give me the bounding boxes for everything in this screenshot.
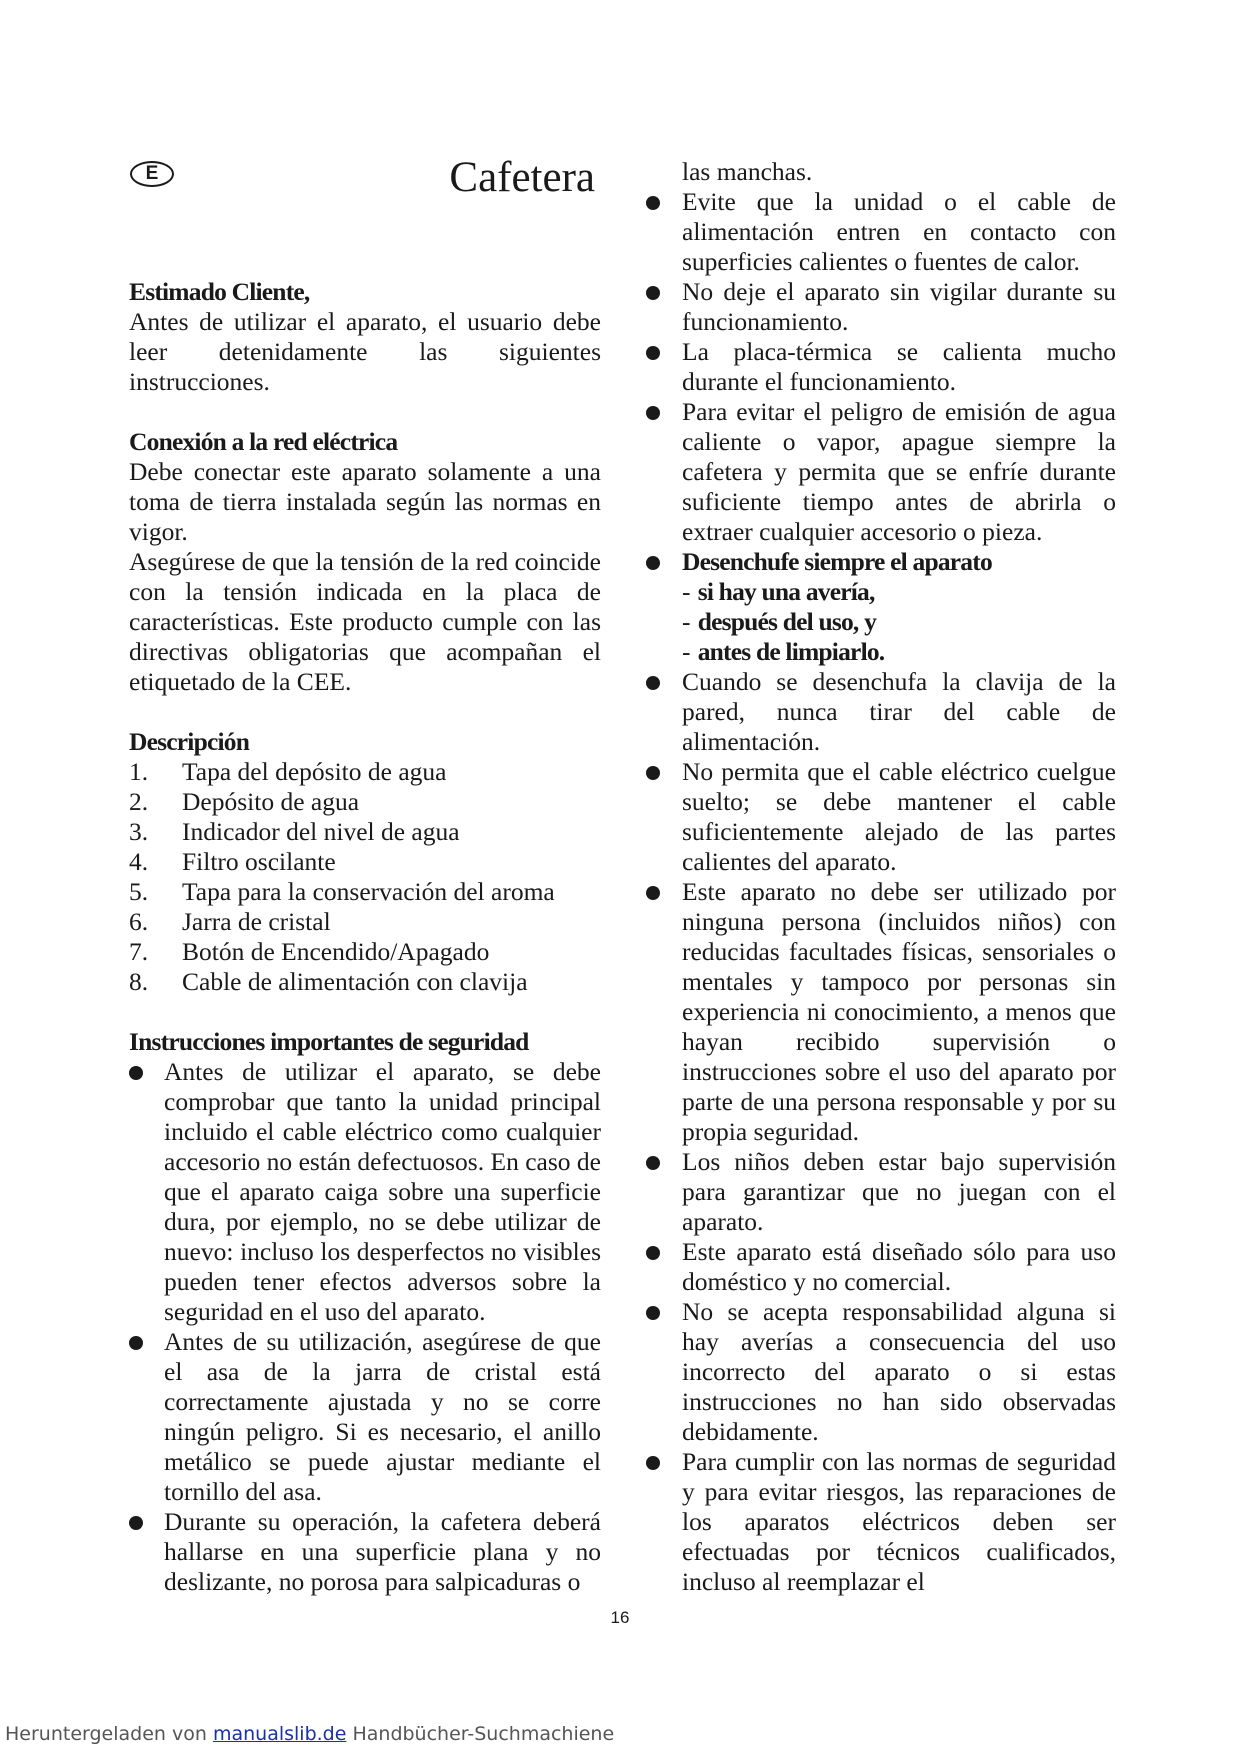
greeting-heading: Estimado Cliente, bbox=[129, 277, 310, 306]
bullet-icon bbox=[646, 196, 660, 210]
description-item bbox=[129, 907, 601, 937]
unplug-item bbox=[646, 607, 1116, 637]
safety-bullet bbox=[646, 1447, 1116, 1597]
bullet-icon bbox=[646, 886, 660, 900]
description-item bbox=[129, 787, 601, 817]
footer-suffix: Handbücher-Suchmachiene bbox=[352, 1723, 615, 1745]
item-number: 7. bbox=[129, 937, 149, 966]
safety-bullet bbox=[646, 1237, 1116, 1297]
safety-bullet bbox=[646, 877, 1116, 1147]
safety-bullet bbox=[646, 1297, 1116, 1447]
item-text: Jarra de cristal bbox=[182, 907, 331, 936]
right-column bbox=[646, 157, 1116, 1597]
bullet-text: Cuando se desenchufa la clavija de la pared, nunca tirar del cable de alimentación. bbox=[682, 667, 1116, 756]
item-number: 8. bbox=[129, 967, 149, 996]
bullet-text: Desenchufe siempre el aparato bbox=[682, 547, 992, 576]
dash: - bbox=[682, 607, 690, 636]
safety-bullet bbox=[646, 277, 1116, 337]
item-number: 3. bbox=[129, 817, 149, 846]
bullet-text: No permita que el cable eléctrico cuelgue suelto; se debe mantener el cable suficientemente alejado de las partes calientes del aparato. bbox=[682, 757, 1116, 876]
description-list bbox=[129, 757, 601, 997]
language-badge: E bbox=[130, 161, 174, 187]
bullet-icon bbox=[646, 1306, 660, 1320]
unplug-item bbox=[646, 577, 1116, 607]
bullet-text: Antes de su utilización, asegúrese de que el asa de la jarra de cristal está correctamente ajustada y no se corre ningún peligro. Si es necesario, el anillo metálico se puede ajustar mediante el tornillo del asa. bbox=[164, 1327, 601, 1506]
unplug-item-text: después del uso, y bbox=[697, 607, 877, 636]
footer-prefix: Heruntergeladen von bbox=[5, 1723, 207, 1745]
unplug-item-text: antes de limpiarlo. bbox=[697, 637, 885, 666]
bullet-icon bbox=[129, 1066, 143, 1080]
bullet-icon bbox=[646, 676, 660, 690]
bullet-text: Este aparato no debe ser utilizado por ninguna persona (incluidos niños) con reducidas facultades físicas, sensoriales o mentales y tampoco por personas sin experiencia ni conocimiento, a menos que hayan recibido supervisión o instrucciones sobre el uso del aparato por parte de una persona responsable y por su propia seguridad. bbox=[682, 877, 1116, 1146]
item-text: Botón de Encendido/Apagado bbox=[182, 937, 490, 966]
item-text: Depósito de agua bbox=[182, 787, 360, 816]
bullet-icon bbox=[646, 346, 660, 360]
safety-heading: Instrucciones importantes de seguridad bbox=[129, 1027, 529, 1056]
bullet-icon bbox=[646, 766, 660, 780]
description-heading: Descripción bbox=[129, 727, 250, 756]
item-number: 6. bbox=[129, 907, 149, 936]
item-number: 1. bbox=[129, 757, 149, 786]
bullet-text: Evite que la unidad o el cable de alimentación entren en contacto con superficies calientes o fuentes de calor. bbox=[682, 187, 1116, 276]
dash: - bbox=[682, 637, 690, 666]
bullet-text: Para cumplir con las normas de seguridad y para evitar riesgos, las reparaciones de los aparatos eléctricos deben ser efectuadas por técnicos cualificados, incluso al reemplazar el bbox=[682, 1447, 1116, 1596]
description-item bbox=[129, 967, 601, 997]
safety-bullet bbox=[646, 187, 1116, 277]
download-footer bbox=[5, 1723, 614, 1745]
item-text: Tapa del depósito de agua bbox=[182, 757, 447, 786]
bullet-text: Este aparato está diseñado sólo para uso doméstico y no comercial. bbox=[682, 1237, 1116, 1296]
bullet-icon bbox=[646, 556, 660, 570]
bullet-text: La placa-térmica se calienta mucho durante el funcionamiento. bbox=[682, 337, 1116, 396]
bullet-text: No se acepta responsabilidad alguna si hay averías a consecuencia del uso incorrecto del aparato o si estas instrucciones no han sido observadas debidamente. bbox=[682, 1297, 1116, 1446]
item-number: 5. bbox=[129, 877, 149, 906]
safety-bullet bbox=[129, 1057, 601, 1327]
description-item bbox=[129, 757, 601, 787]
bullet-icon bbox=[646, 286, 660, 300]
safety-bullet bbox=[646, 397, 1116, 547]
page-title: Cafetera bbox=[449, 154, 595, 201]
safety-bullet bbox=[646, 337, 1116, 397]
safety-bullet bbox=[129, 1327, 601, 1507]
page-number: 16 bbox=[610, 1608, 630, 1627]
description-item bbox=[129, 877, 601, 907]
item-text: Filtro oscilante bbox=[182, 847, 336, 876]
bullet-icon bbox=[646, 1156, 660, 1170]
bullet-icon bbox=[646, 1456, 660, 1470]
unplug-bullet bbox=[646, 547, 1116, 577]
manualslib-link[interactable]: manualslib.de bbox=[212, 1723, 347, 1745]
item-text: Tapa para la conservación del aroma bbox=[182, 877, 555, 906]
item-text: Cable de alimentación con clavija bbox=[182, 967, 528, 996]
continuation-text: las manchas. bbox=[682, 157, 813, 186]
bullet-text: Los niños deben estar bajo supervisión para garantizar que no juegan con el aparato. bbox=[682, 1147, 1116, 1236]
intro-paragraph: Antes de utilizar el aparato, el usuario debe leer detenidamente las siguientes instrucciones. bbox=[129, 307, 601, 396]
description-item bbox=[129, 847, 601, 877]
unplug-item bbox=[646, 637, 1116, 667]
safety-bullet bbox=[129, 1507, 601, 1597]
description-item bbox=[129, 817, 601, 847]
dash: - bbox=[682, 577, 690, 606]
item-number: 4. bbox=[129, 847, 149, 876]
item-number: 2. bbox=[129, 787, 149, 816]
connection-paragraph-2: Asegúrese de que la tensión de la red coincide con la tensión indicada en la placa de características. Este producto cumple con las directivas obligatorias que acompañan el etiquetado de la CEE. bbox=[129, 547, 601, 696]
left-column bbox=[129, 277, 601, 1597]
bullet-text: No deje el aparato sin vigilar durante su funcionamiento. bbox=[682, 277, 1116, 336]
connection-paragraph-1: Debe conectar este aparato solamente a una toma de tierra instalada según las normas en vigor. bbox=[129, 457, 601, 546]
item-text: Indicador del nivel de agua bbox=[182, 817, 460, 846]
bullet-text: Antes de utilizar el aparato, se debe comprobar que tanto la unidad principal incluido el cable eléctrico como cualquier accesorio no están defectuosos. En caso de que el aparato caiga sobre una superficie dura, por ejemplo, no se debe utilizar de nuevo: incluso los desperfectos no visibles pueden tener efectos adversos sobre la seguridad en el uso del aparato. bbox=[164, 1057, 601, 1326]
connection-heading: Conexión a la red eléctrica bbox=[129, 427, 398, 456]
bullet-text: Durante su operación, la cafetera deberá hallarse en una superficie plana y no deslizante, no porosa para salpicaduras o bbox=[164, 1507, 601, 1596]
safety-bullet bbox=[646, 667, 1116, 757]
bullet-icon bbox=[129, 1516, 143, 1530]
safety-bullet bbox=[646, 1147, 1116, 1237]
description-item bbox=[129, 937, 601, 967]
bullet-icon bbox=[129, 1336, 143, 1350]
safety-bullet bbox=[646, 757, 1116, 877]
bullet-icon bbox=[646, 406, 660, 420]
unplug-item-text: si hay una avería, bbox=[697, 577, 875, 606]
bullet-text: Para evitar el peligro de emisión de agua caliente o vapor, apague siempre la cafetera y permita que se enfríe durante suficiente tiempo antes de abrirla o extraer cualquier accesorio o pieza. bbox=[682, 397, 1116, 546]
bullet-icon bbox=[646, 1246, 660, 1260]
